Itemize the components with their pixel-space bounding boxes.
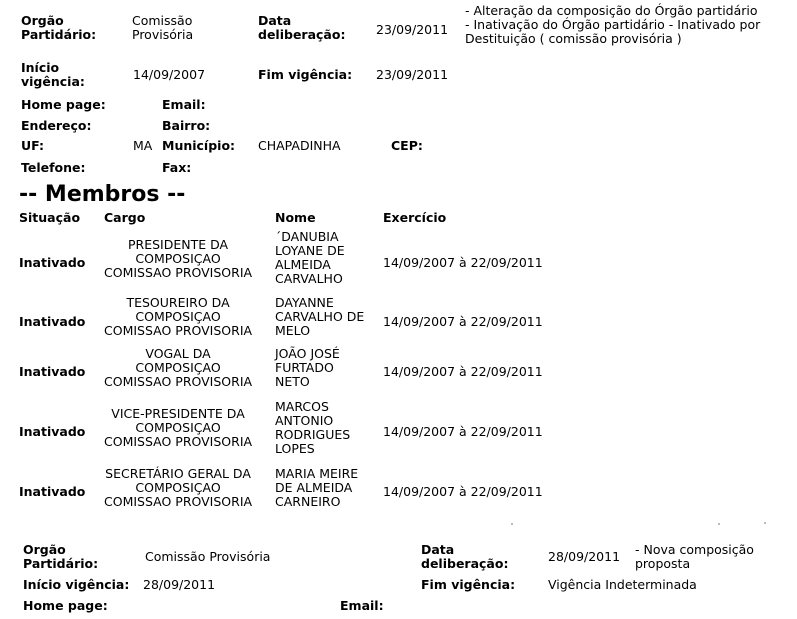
scan-speck — [718, 523, 720, 525]
municipio-label: Município: — [162, 138, 236, 153]
fim-vigencia-label-2: Fim vigência: — [421, 577, 516, 592]
inicio-vigencia-label-2: Início vigência: — [23, 577, 130, 592]
municipio-value: CHAPADINHA — [258, 138, 341, 153]
email-label: Email: — [162, 97, 206, 112]
header-situacao: Situação — [19, 210, 81, 225]
row-situacao: Inativado — [19, 314, 86, 329]
header-cargo: Cargo — [104, 210, 146, 225]
cep-label: CEP: — [391, 138, 423, 153]
uf-label: UF: — [21, 138, 45, 153]
row-exercicio: 14/09/2007 à 22/09/2011 — [383, 484, 543, 499]
data-deliberacao-label-2: Data deliberação: — [421, 542, 509, 571]
data-deliberacao-value: 23/09/2011 — [376, 22, 449, 37]
homepage-label: Home page: — [21, 97, 106, 112]
row-cargo: TESOUREIRO DA COMPOSIÇAO COMISSAO PROVISORIA — [104, 295, 253, 338]
row-nome: JOÃO JOSÉ FURTADO NETO — [275, 346, 340, 389]
fax-label: Fax: — [162, 160, 192, 175]
fim-vigencia-label: Fim vigência: — [258, 67, 353, 82]
bairro-label: Bairro: — [162, 118, 211, 133]
row-situacao: Inativado — [19, 364, 86, 379]
row-exercicio: 14/09/2007 à 22/09/2011 — [383, 424, 543, 439]
row-exercicio: 14/09/2007 à 22/09/2011 — [383, 314, 543, 329]
header-nome: Nome — [275, 210, 316, 225]
membros-heading: -- Membros -- — [19, 182, 186, 207]
data-deliberacao-value-2: 28/09/2011 — [548, 549, 621, 564]
row-exercicio: 14/09/2007 à 22/09/2011 — [383, 364, 543, 379]
email-label-2: Email: — [340, 598, 384, 613]
orgao-label-2: Orgão Partidário: — [23, 542, 99, 571]
uf-value: MA — [133, 138, 153, 153]
row-cargo: VOGAL DA COMPOSIÇAO COMISSAO PROVISORIA — [104, 346, 253, 389]
row-situacao: Inativado — [19, 484, 86, 499]
row-nome: MARCOS ANTONIO RODRIGUES LOPES — [275, 399, 351, 456]
inicio-vigencia-label: Início vigência: — [21, 60, 85, 89]
inicio-vigencia-value-2: 28/09/2011 — [143, 577, 216, 592]
row-exercicio: 14/09/2007 à 22/09/2011 — [383, 255, 543, 270]
telefone-label: Telefone: — [21, 160, 86, 175]
row-cargo: PRESIDENTE DA COMPOSIÇAO COMISSAO PROVISORIA — [104, 237, 253, 280]
row-cargo: VICE-PRESIDENTE DA COMPOSIÇAO COMISSAO PROVISORIA — [104, 406, 253, 449]
endereco-label: Endereço: — [21, 118, 92, 133]
row-nome: ´DANUBIA LOYANE DE ALMEIDA CARVALHO — [275, 229, 345, 286]
inicio-vigencia-value: 14/09/2007 — [133, 67, 206, 82]
scan-speck — [511, 523, 513, 525]
fim-vigencia-value: 23/09/2011 — [376, 67, 449, 82]
row-situacao: Inativado — [19, 424, 86, 439]
data-deliberacao-label: Data deliberação: — [258, 13, 346, 42]
row-nome: DAYANNE CARVALHO DE MELO — [275, 295, 365, 338]
row-cargo: SECRETÁRIO GERAL DA COMPOSIÇAO COMISSAO PROVISORIA — [104, 466, 253, 509]
orgao-label: Orgão Partidário: — [21, 13, 97, 42]
homepage-label-2: Home page: — [23, 598, 108, 613]
row-situacao: Inativado — [19, 255, 86, 270]
orgao-value: Comissão Provisória — [132, 13, 194, 42]
orgao-value-2: Comissão Provisória — [145, 549, 271, 564]
scan-speck — [764, 522, 766, 524]
deliberacao-notes-2: - Nova composição proposta — [635, 542, 754, 571]
row-nome: MARIA MEIRE DE ALMEIDA CARNEIRO — [275, 466, 359, 509]
deliberacao-notes: - Alteração da composição do Órgão partidário - Inativação do Órgão partidário - Inativado por Destituição ( comissão provisória ) — [465, 3, 761, 46]
fim-vigencia-value-2: Vigência Indeterminada — [548, 577, 697, 592]
header-exercicio: Exercício — [383, 210, 447, 225]
